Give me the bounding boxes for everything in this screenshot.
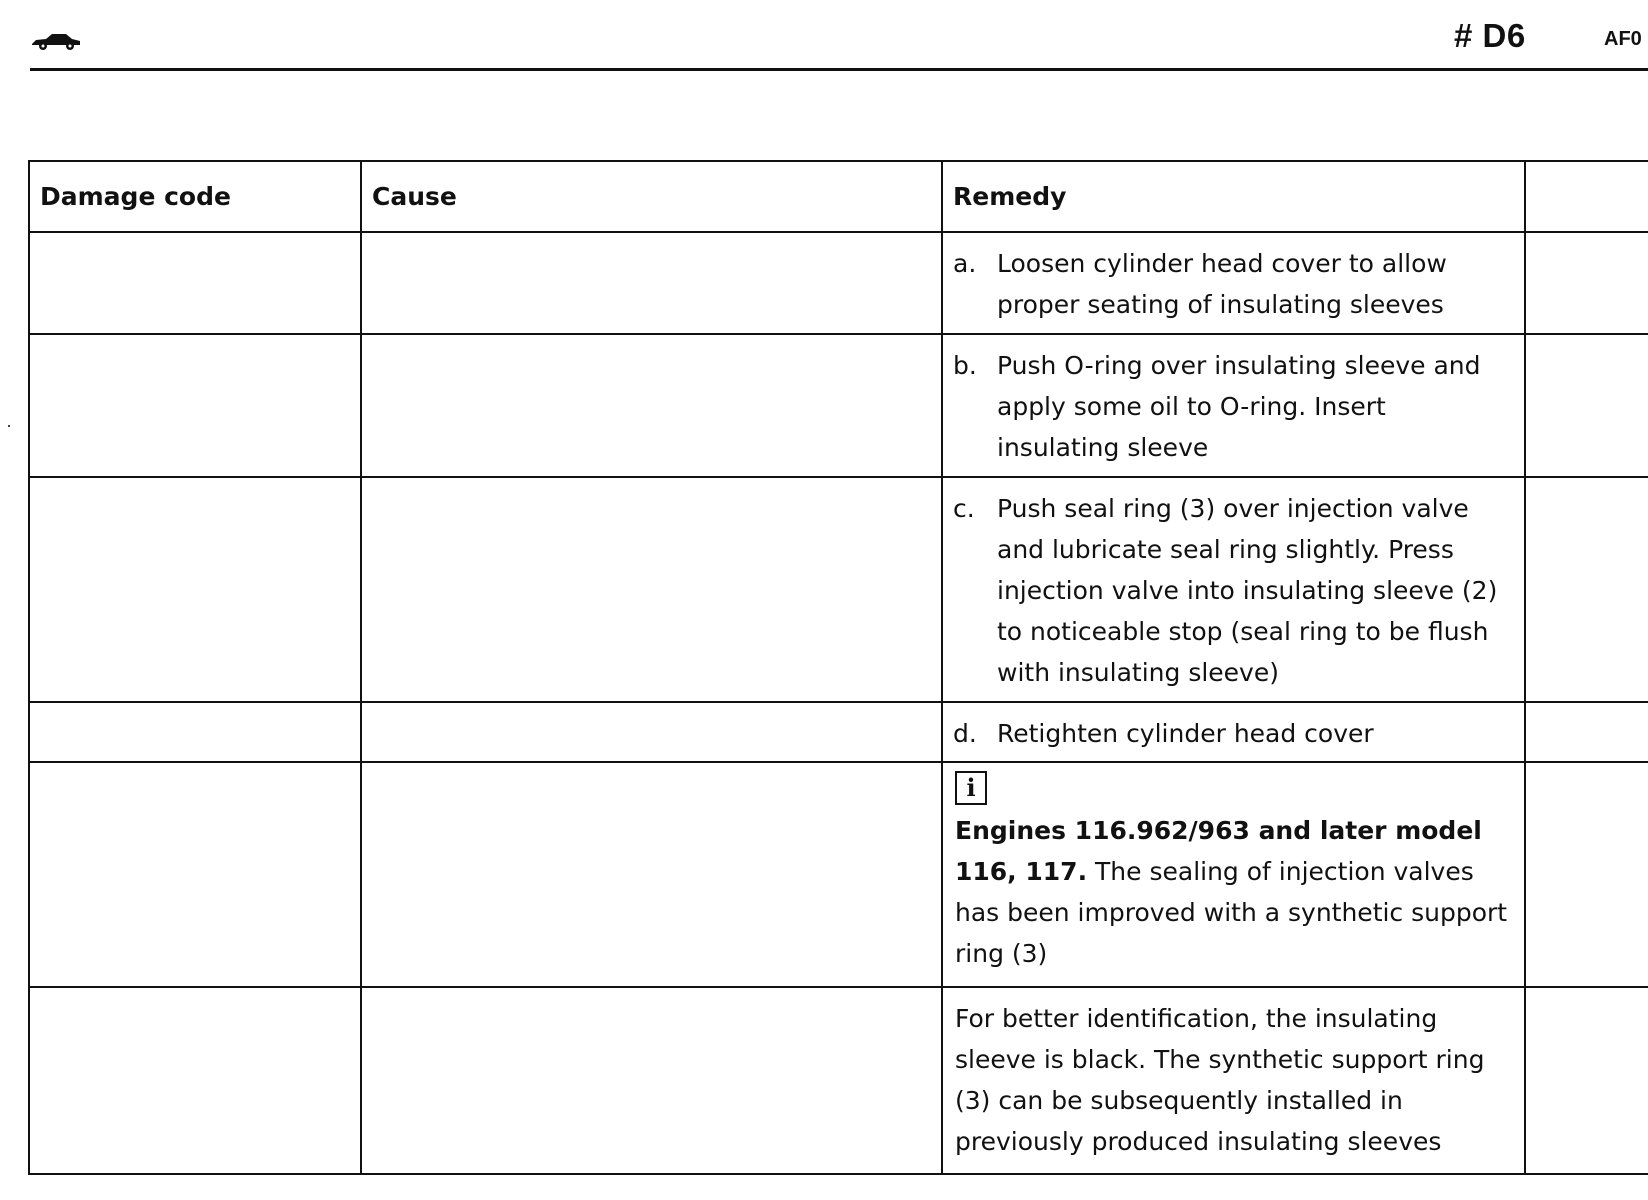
step-text: Retighten cylinder head cover — [997, 719, 1374, 748]
step-letter: c. — [953, 494, 975, 523]
remedy-cell — [942, 987, 1525, 1174]
final-remedy-text: For better identification, the insulating sleeve is black. The synthetic support ring (3) can be subsequently installed in previously produced insulating sleeves — [955, 1004, 1485, 1156]
extra-column-header — [1525, 161, 1648, 232]
damage-code-cell — [29, 702, 361, 762]
extra-cell — [1525, 702, 1648, 762]
scan-speck — [8, 425, 10, 427]
damage-code-cell — [29, 334, 361, 477]
column-header-remedy: Remedy — [942, 161, 1525, 232]
table-row — [29, 477, 1648, 702]
table-header-row — [29, 161, 1648, 232]
table-row — [29, 762, 1648, 987]
table-row — [29, 232, 1648, 334]
note-bold-text: Engines 116.962/963 and later model 116, 117. — [955, 816, 1482, 886]
step-text: Loosen cylinder head cover to allow proper seating of insulating sleeves — [997, 249, 1447, 319]
column-header-cause: Cause — [361, 161, 942, 232]
remedy-cell — [942, 477, 1525, 702]
header-divider — [30, 68, 1648, 71]
cause-cell — [361, 987, 942, 1174]
step-letter: b. — [953, 351, 977, 380]
table-row — [29, 702, 1648, 762]
step-letter: a. — [953, 249, 977, 278]
note-cell — [942, 762, 1525, 987]
column-header-damage-code: Damage code — [29, 161, 361, 232]
damage-code-cell — [29, 762, 361, 987]
table-row — [29, 987, 1648, 1174]
damage-remedy-table — [28, 160, 1648, 1175]
extra-cell — [1525, 232, 1648, 334]
step-text: Push seal ring (3) over injection valve and lubricate seal ring slightly. Press injection valve into insulating sleeve (2) to noticeable stop (seal ring to be flush with insulating sleeve) — [997, 494, 1498, 687]
damage-code-cell — [29, 232, 361, 334]
remedy-cell — [942, 232, 1525, 334]
extra-cell — [1525, 987, 1648, 1174]
note-body-text: The sealing of injection valves has been improved with a synthetic support ring (3) — [955, 857, 1508, 968]
info-icon: i — [955, 771, 987, 805]
damage-code-cell — [29, 477, 361, 702]
extra-cell — [1525, 477, 1648, 702]
remedy-step-d — [943, 703, 1524, 754]
note-text — [943, 808, 1524, 974]
table-row — [29, 334, 1648, 477]
cause-cell — [361, 232, 942, 334]
cause-cell — [361, 762, 942, 987]
remedy-cell — [942, 702, 1525, 762]
damage-code-cell — [29, 987, 361, 1174]
remedy-step-b — [943, 335, 1524, 468]
extra-cell — [1525, 762, 1648, 987]
remedy-cell — [942, 334, 1525, 477]
remedy-step-a — [943, 233, 1524, 325]
step-text: Push O-ring over insulating sleeve and apply some oil to O-ring. Insert insulating sleeve — [997, 351, 1481, 462]
document-reference: AF0 — [1604, 28, 1642, 50]
car-icon — [30, 30, 82, 52]
step-letter: d. — [953, 719, 977, 748]
remedy-step-c — [943, 478, 1524, 693]
extra-cell — [1525, 334, 1648, 477]
cause-cell — [361, 702, 942, 762]
cause-cell — [361, 477, 942, 702]
section-code: # D6 — [1454, 17, 1526, 54]
cause-cell — [361, 334, 942, 477]
